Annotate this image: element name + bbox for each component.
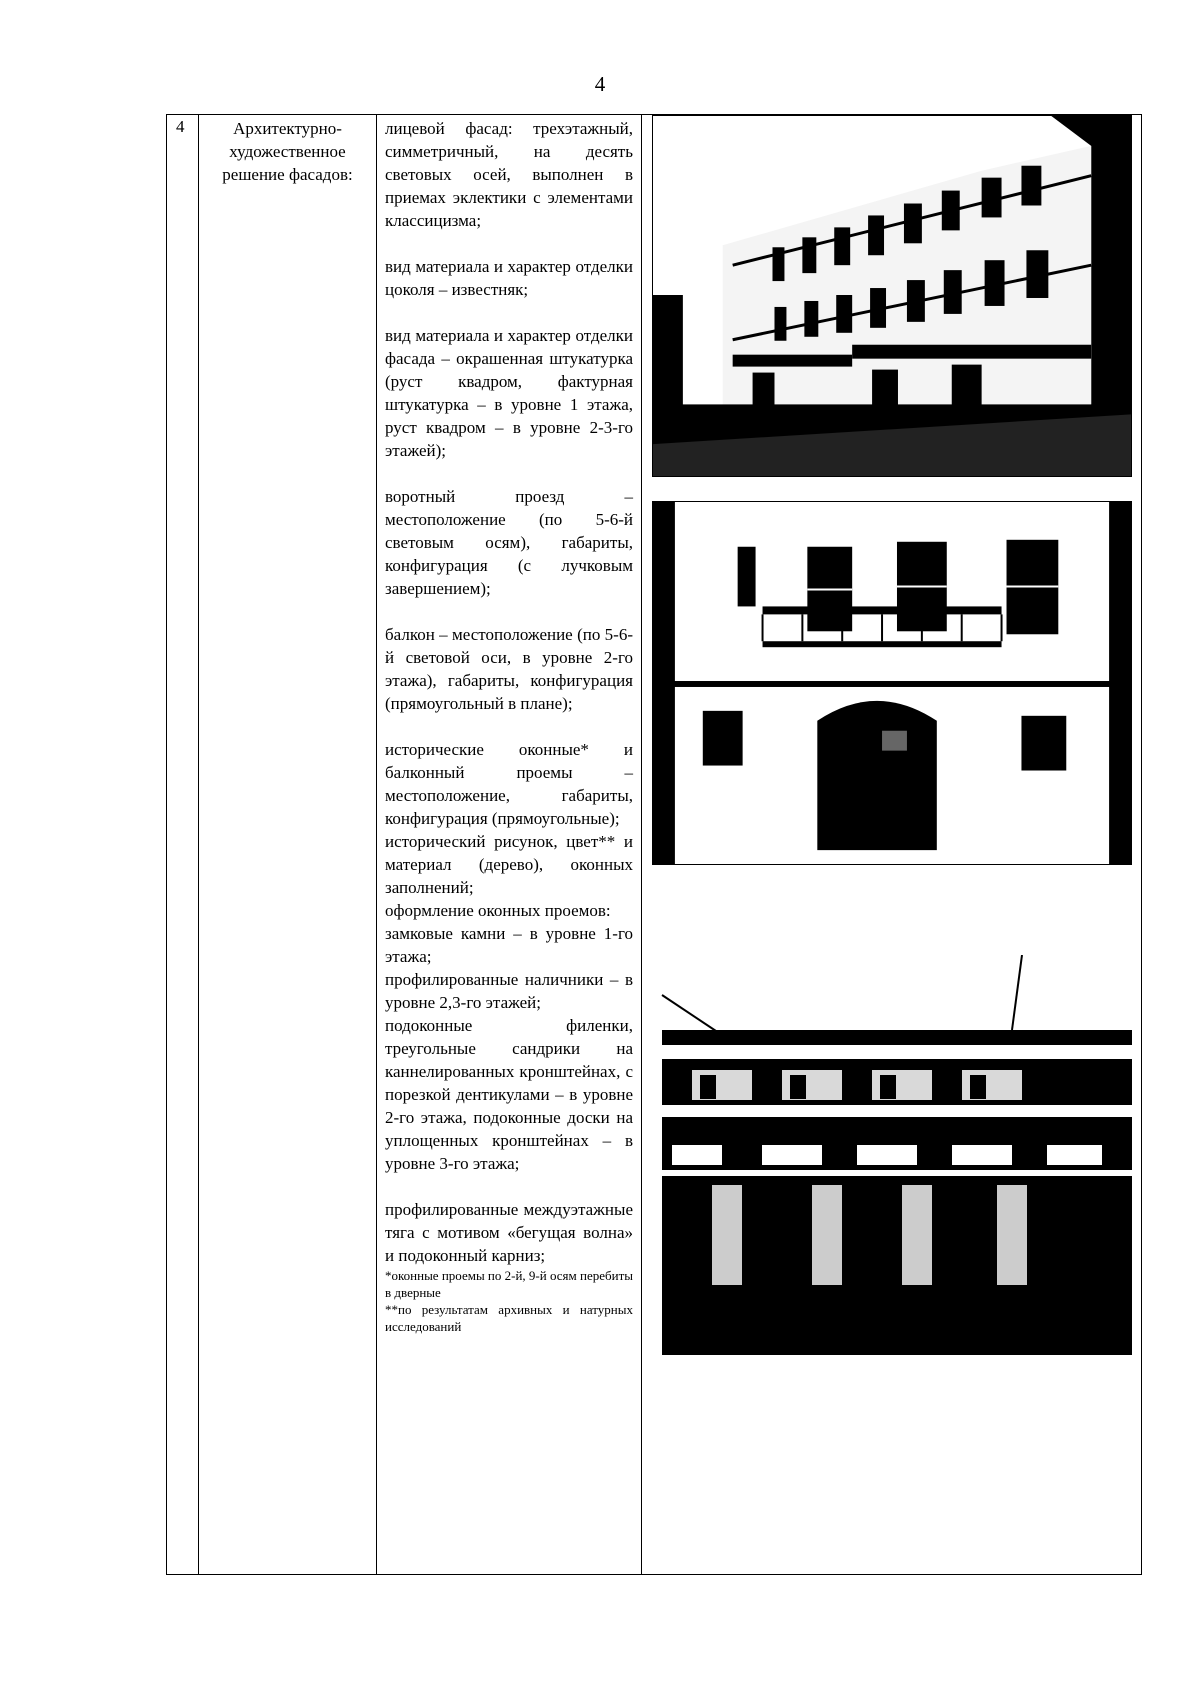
name-cell xyxy=(199,115,377,1574)
facade-detail-photo xyxy=(652,955,1132,1355)
desc-paragraph: подоконные филенки, треугольные сандрики на каннелированных кронштейнах, с порезкой дентикулами – в уровне 2-го этажа, подоконные доски на уплощенных кронштейнах – в уровне 3-го этажа; xyxy=(385,1016,633,1173)
desc-paragraph: профилированные междуэтажные тяга с мотивом «бегущая волна» и подоконный карниз; xyxy=(385,1200,633,1265)
facade-perspective-photo xyxy=(652,115,1132,477)
number-cell xyxy=(167,115,199,1574)
desc-paragraph: воротный проезд – местоположение (по 5-6-й световым осям), габариты, конфигурация (с лучковым завершением); xyxy=(385,487,633,598)
row-number: 4 xyxy=(176,117,185,136)
photo-cell xyxy=(642,115,1142,1574)
desc-paragraph: балкон – местоположение (по 5-6-й световой оси, в уровне 2-го этажа), габариты, конфигурация (прямоугольный в плане); xyxy=(385,625,633,713)
desc-paragraph: исторический рисунок, цвет** и материал (дерево), оконных заполнений; xyxy=(385,832,633,897)
desc-paragraph: вид материала и характер отделки фасада – окрашенная штукатурка (руст квадром, фактурная штукатурка – в уровне 1 этажа, руст квадром – в уровне 2-3-го этажей); xyxy=(385,326,633,460)
page-number: 4 xyxy=(594,72,606,96)
desc-paragraph: исторические оконные* и балконный проемы – местоположение, габариты, конфигурация (прямоугольные); xyxy=(385,740,633,828)
gateway-balcony-photo xyxy=(652,501,1132,865)
row-title: Архитектурно-художественное решение фасадов: xyxy=(222,119,353,184)
desc-paragraph: вид материала и характер отделки цоколя – известняк; xyxy=(385,257,633,299)
facade-table xyxy=(166,114,1142,1575)
description-text xyxy=(385,117,633,1335)
desc-paragraph: замковые камни – в уровне 1-го этажа; xyxy=(385,924,633,966)
desc-paragraph: лицевой фасад: трехэтажный, симметричный, на десять световых осей, выполнен в приемах эклектики с элементами классицизма; xyxy=(385,119,633,230)
footnote: **по результатам архивных и натурных исследований xyxy=(385,1302,633,1334)
desc-paragraph: оформление оконных проемов: xyxy=(385,901,611,920)
desc-paragraph: профилированные наличники – в уровне 2,3-го этажей; xyxy=(385,970,633,1012)
footnote: *оконные проемы по 2-й, 9-й осям перебиты в дверные xyxy=(385,1268,633,1300)
description-cell xyxy=(377,115,642,1574)
